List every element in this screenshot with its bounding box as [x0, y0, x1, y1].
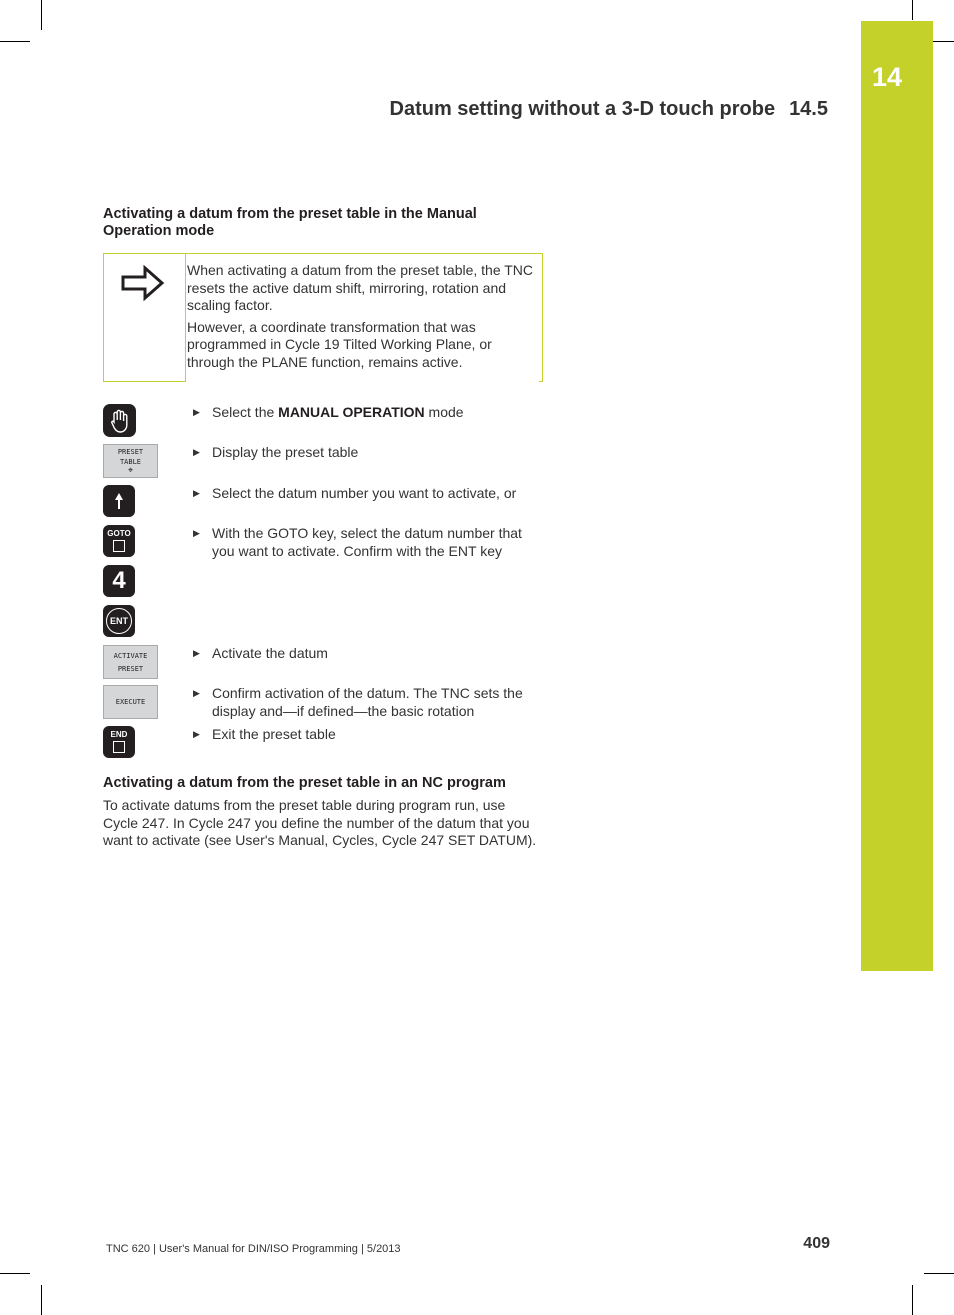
crop-mark: [924, 1273, 954, 1274]
note-paragraph: However, a coordinate transformation that was programmed in Cycle 19 Tilted Working Plane, or through the PLANE function, remains active.: [187, 318, 492, 370]
ent-key-ring: [106, 608, 132, 634]
softkey-label: PRESET: [117, 664, 144, 673]
execute-softkey[interactable]: EXECUTE: [103, 685, 158, 719]
step-text: [193, 525, 543, 560]
end-key-label: END: [110, 730, 128, 739]
crop-mark: [912, 1285, 913, 1315]
bullet-triangle-icon: ▶: [193, 528, 200, 538]
crop-mark: [0, 41, 30, 42]
note-box: [103, 253, 543, 382]
end-square-icon: [113, 741, 125, 753]
softkey-label: ACTIVATE: [113, 651, 148, 660]
step-text-body: Activate the datum: [212, 645, 328, 661]
step-text-body: Display the preset table: [212, 444, 359, 460]
header-title: Datum setting without a 3-D touch probe: [389, 98, 776, 120]
softkey-label: PRESET: [117, 447, 144, 456]
crop-mark: [41, 1285, 42, 1315]
bullet-triangle-icon: ▶: [193, 688, 200, 698]
step-text-prefix: Select the: [212, 404, 279, 420]
step-text-body: Exit the preset table: [212, 726, 336, 742]
arrow-up-icon: [114, 491, 124, 511]
footer-text: TNC 620 | User's Manual for DIN/ISO Programming | 5/2013: [106, 1243, 401, 1255]
ent-key-label: ENT: [110, 616, 128, 626]
note-icon-cell: [104, 254, 186, 381]
bullet-triangle-icon: ▶: [193, 729, 200, 739]
header-section-number: 14.5: [789, 98, 828, 120]
crop-mark: [41, 0, 42, 30]
body-paragraph: To activate datums from the preset table during program run, use Cycle 247. In Cycle 247 you define the number of the datum that you want to activate (see User's Manual, Cycles, Cycle 247 SET DATUM).: [103, 797, 537, 848]
section-heading-manual: Activating a datum from the preset table in the Manual Operation mode: [103, 206, 477, 239]
bullet-triangle-icon: ▶: [193, 488, 200, 498]
step-text-suffix: mode: [424, 404, 464, 420]
crop-mark: [912, 0, 913, 20]
step-text-body: Select the datum number you want to activate, or: [212, 485, 517, 501]
step-text: [193, 685, 543, 720]
bullet-triangle-icon: ▶: [193, 407, 200, 417]
note-paragraph: When activating a datum from the preset table, the TNC resets the active datum shift, mirroring, rotation and scaling factor.: [187, 262, 534, 313]
activate-preset-softkey[interactable]: [103, 645, 158, 679]
digit-4-key[interactable]: 4: [103, 565, 135, 597]
note-divider: [185, 253, 186, 381]
step-text: [193, 726, 543, 744]
step-text: [193, 444, 543, 462]
arrow-right-icon: [121, 265, 165, 301]
step-text: [193, 404, 543, 422]
page-number: 409: [803, 1235, 830, 1252]
chapter-tab: [861, 21, 933, 971]
goto-key[interactable]: [103, 525, 135, 557]
preset-table-softkey[interactable]: [103, 444, 158, 478]
ent-key[interactable]: [103, 605, 135, 637]
bullet-triangle-icon: ▶: [193, 648, 200, 658]
step-text: [193, 485, 543, 503]
arrow-up-key[interactable]: [103, 485, 135, 517]
manual-operation-hand-icon: [109, 408, 131, 434]
manual-operation-label: MANUAL OPERATION: [278, 404, 425, 420]
section-heading-nc-program: Activating a datum from the preset table in an NC program: [103, 775, 506, 791]
chapter-number: 14: [871, 62, 903, 92]
step-text: [193, 645, 543, 663]
note-text: [186, 254, 539, 389]
goto-square-icon: [113, 540, 125, 552]
bullet-triangle-icon: ▶: [193, 447, 200, 457]
datum-symbol-icon: ⌖: [127, 465, 134, 476]
step-text-body: Confirm activation of the datum. The TNC sets the display and—if defined—the basic rotation: [212, 685, 523, 719]
end-key[interactable]: [103, 726, 135, 758]
manual-operation-key[interactable]: [103, 404, 136, 437]
goto-key-label: GOTO: [107, 529, 131, 538]
crop-mark: [0, 1273, 30, 1274]
page-header: [390, 98, 828, 121]
softkey-label: TABLE: [119, 457, 142, 466]
step-text-body: With the GOTO key, select the datum number that you want to activate. Confirm with the ENT key: [212, 525, 522, 559]
